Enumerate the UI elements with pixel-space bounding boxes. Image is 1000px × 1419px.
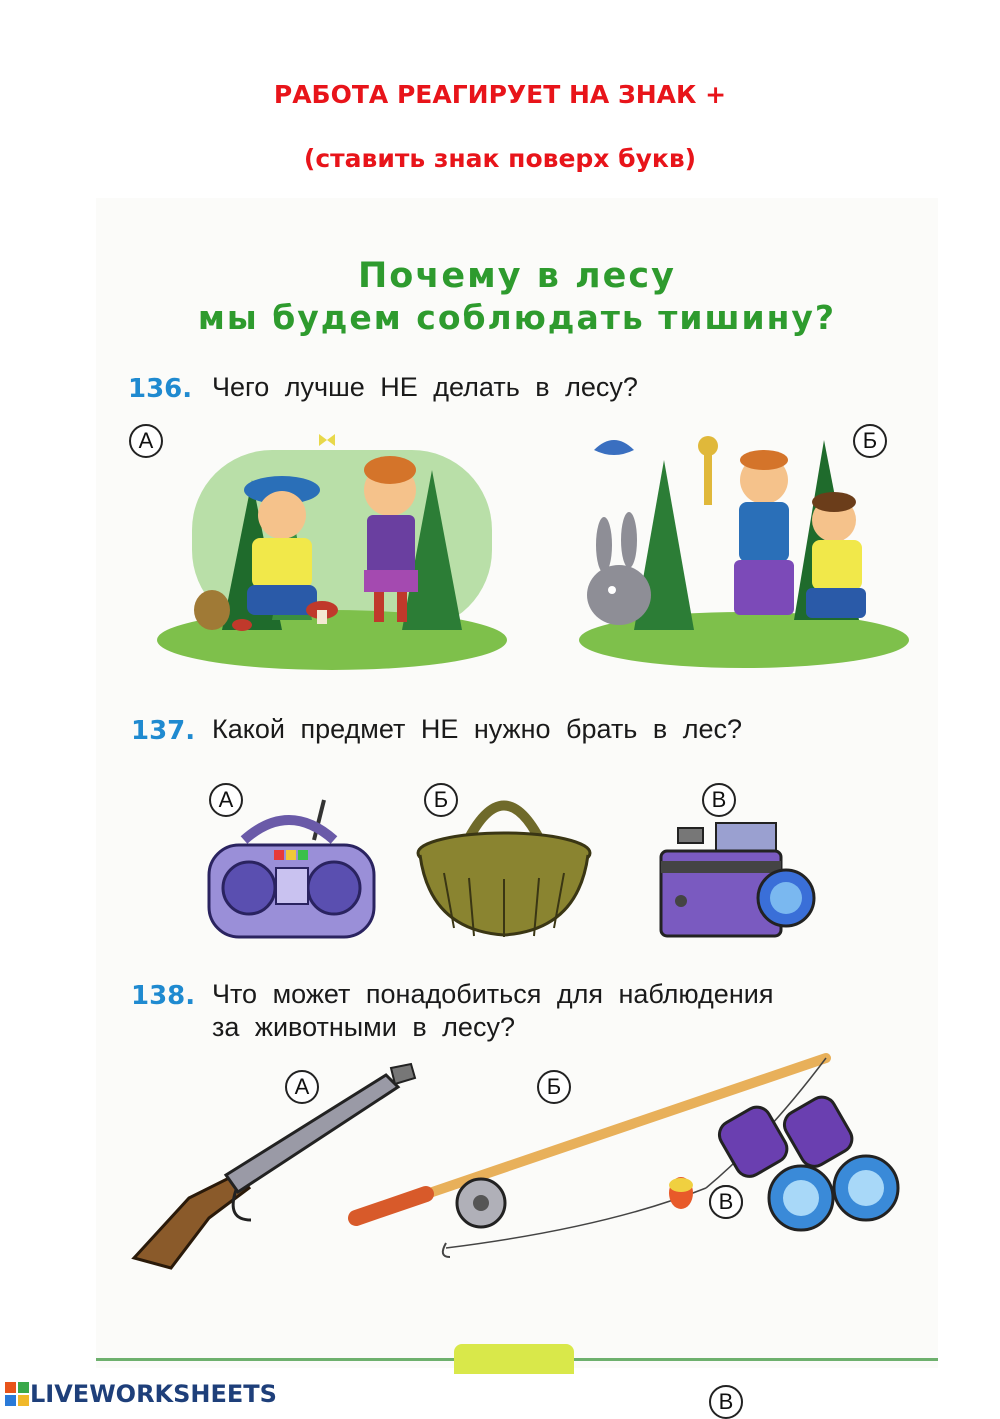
question-137-text: Какой предмет НЕ нужно брать в лес? <box>212 714 743 744</box>
option-136-a[interactable]: А <box>129 424 163 458</box>
option-138-c[interactable]: В <box>709 1385 743 1419</box>
instruction-line-1: РАБОТА РЕАГИРУЕТ НА ЗНАК + <box>273 80 727 109</box>
page-title-line-2: мы будем соблюдать тишину? <box>197 298 837 337</box>
radio-cassette-player-image <box>204 770 379 945</box>
question-138-number: 138. <box>131 981 196 1011</box>
option-138-b[interactable]: Б <box>537 1070 571 1104</box>
question-138-text-line-1: Что может понадобиться для наблюдения <box>212 979 774 1009</box>
instruction-line-2: (ставить знак поверх букв) <box>303 144 697 173</box>
liveworksheets-logo <box>4 1380 277 1408</box>
question-137-number: 137. <box>131 716 196 746</box>
question-136-number: 136. <box>128 374 193 404</box>
question-136-text: Чего лучше НЕ делать в лесу? <box>212 372 638 402</box>
kids-picking-mushrooms-image <box>152 420 512 672</box>
question-138-text-line-2: за животными в лесу? <box>212 1012 515 1042</box>
wicker-basket-image <box>414 773 594 943</box>
option-136-b[interactable]: Б <box>853 424 887 458</box>
option-137-a[interactable]: А <box>209 783 243 817</box>
binoculars-image <box>721 1093 901 1233</box>
option-138-a[interactable]: А <box>285 1070 319 1104</box>
noisy-boys-with-rabbit-image <box>574 420 904 672</box>
photo-camera-image <box>656 823 816 943</box>
liveworksheets-logo-icon <box>4 1381 30 1407</box>
page-title-line-1: Почему в лесу <box>358 256 676 296</box>
option-138-c-circle[interactable]: В <box>709 1185 743 1219</box>
page-number-tab <box>454 1344 574 1374</box>
option-137-c[interactable]: В <box>702 783 736 817</box>
option-137-b[interactable]: Б <box>424 783 458 817</box>
liveworksheets-logo-text: LIVEWORKSHEETS <box>30 1380 277 1408</box>
